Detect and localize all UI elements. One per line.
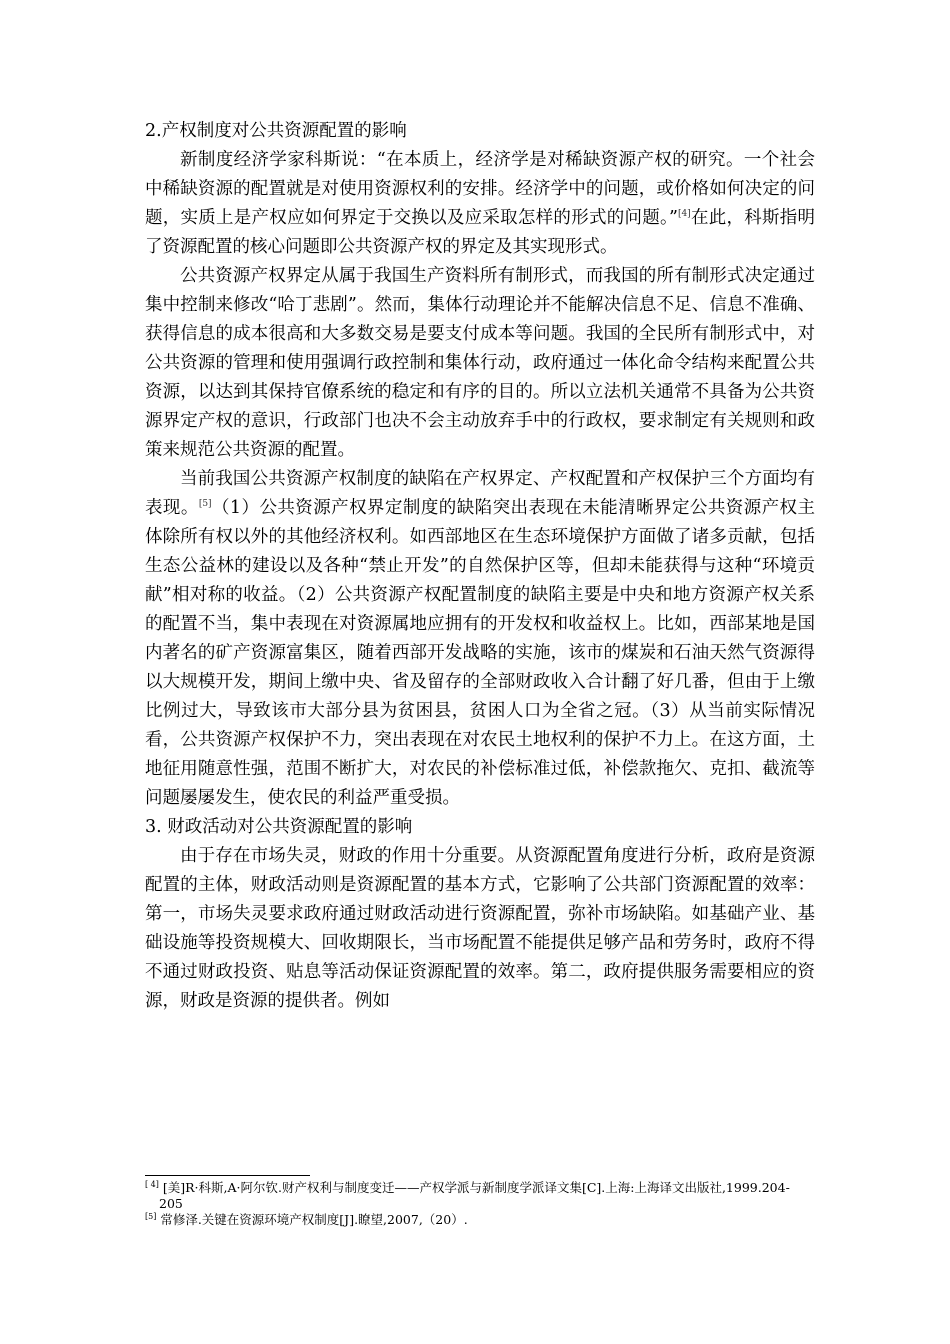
footnote-item xyxy=(145,1212,805,1228)
body-text xyxy=(145,117,815,1016)
footnote-text: 常修泽.关键在资源环境产权制度[J].瞭望,2007,（20）. xyxy=(160,1212,468,1227)
section-heading-2: 2.产权制度对公共资源配置的影响 xyxy=(145,121,407,141)
paragraph-fiscal: 由于存在市场失灵，财政的作用十分重要。从资源配置角度进行分析，政府是资源配置的主体，财政活动则是资源配置的基本方式，它影响了公共部门资源配置的效率：第一，市场失灵要求政府通过财政活动进行资源配置，弥补市场缺陷。如基础产业、基础设施等投资规模大、回收期限长，当市场配置不能提供足够产品和劳务时，政府不得不通过财政投资、贴息等活动保证资源配置的效率。第二，政府提供服务需要相应的资源，财政是资源的提供者。例如 xyxy=(145,846,815,1011)
footnote-separator xyxy=(145,1175,310,1176)
footnote-text: [美]R·科斯,A·阿尔钦.财产权利与制度变迁——产权学派与新制度学派译文集[C].上海:上海译文出版社,1999.204-205 xyxy=(159,1180,790,1211)
citation-ref[interactable]: [4] xyxy=(677,209,691,220)
paragraph-text: （1）公共资源产权界定制度的缺陷突出表现在未能清晰界定公共资源产权主体除所有权以外的其他经济权利。如西部地区在生态环境保护方面做了诸多贡献，包括生态公益林的建设以及各种“禁止开发”的自然保护区等，但却未能获得与这种“环境贡献”相对称的收益。（2）公共资源产权配置制度的缺陷主要是中央和地方资源产权关系的配置不当，集中表现在对资源属地应拥有的开发权和收益权上。比如，西部某地是国内著名的矿产资源富集区，随着西部开发战略的实施，该市的煤炭和石油天然气资源得以大规模开发，期间上缴中央、省及留存的全部财政收入合计翻了好几番，但由于上缴比例过大，导致该市大部分县为贫困县，贫困人口为全省之冠。（3）从当前实际情况看，公共资源产权保护不力，突出表现在对农民土地权利的保护不力上。在这方面，土地征用随意性强，范围不断扩大，对农民的补偿标准过低，补偿款拖欠、克扣、截流等问题屡屡发生，使农民的利益严重受损。 xyxy=(145,498,815,808)
footnote-mark: [5] xyxy=(145,1211,157,1221)
footnote-mark: [ 4] xyxy=(145,1179,159,1189)
citation-ref[interactable]: [5] xyxy=(198,499,212,510)
paragraph-ownership: 公共资源产权界定从属于我国生产资料所有制形式，而我国的所有制形式决定通过集中控制来修改“哈丁悲剧”。然而，集体行动理论并不能解决信息不足、信息不准确、获得信息的成本很高和大多数交易是要支付成本等问题。我国的全民所有制形式中，对公共资源的管理和使用强调行政控制和集体行动，政府通过一体化命令结构来配置公共资源，以达到其保持官僚系统的稳定和有序的目的。所以立法机关通常不具备为公共资源界定产权的意识，行政部门也决不会主动放弃手中的行政权，要求制定有关规则和政策来规范公共资源的配置。 xyxy=(145,266,815,460)
section-heading-3: 3. 财政活动对公共资源配置的影响 xyxy=(145,817,413,837)
paragraph-text: 在此，科斯指明了资源配置的核心问题即公共资源产权的界定及其实现形式。 xyxy=(145,208,815,257)
footnotes xyxy=(145,1180,805,1228)
paragraph-text: 新制度经济学家科斯说：“在本质上，经济学是对稀缺资源产权的研究。一个社会中稀缺资源的配置就是对使用资源权利的安排。经济学中的问题，或价格如何决定的问题，实质上是产权应如何界定于交换以及应采取怎样的形式的问题。” xyxy=(145,150,815,228)
footnote-item xyxy=(145,1180,805,1212)
paragraph-defects xyxy=(145,465,815,813)
paragraph-coase-quote xyxy=(145,146,815,262)
paragraph-text: 当前我国公共资源产权制度的缺陷在产权界定、产权配置和产权保护三个方面均有表现。 xyxy=(145,469,815,518)
